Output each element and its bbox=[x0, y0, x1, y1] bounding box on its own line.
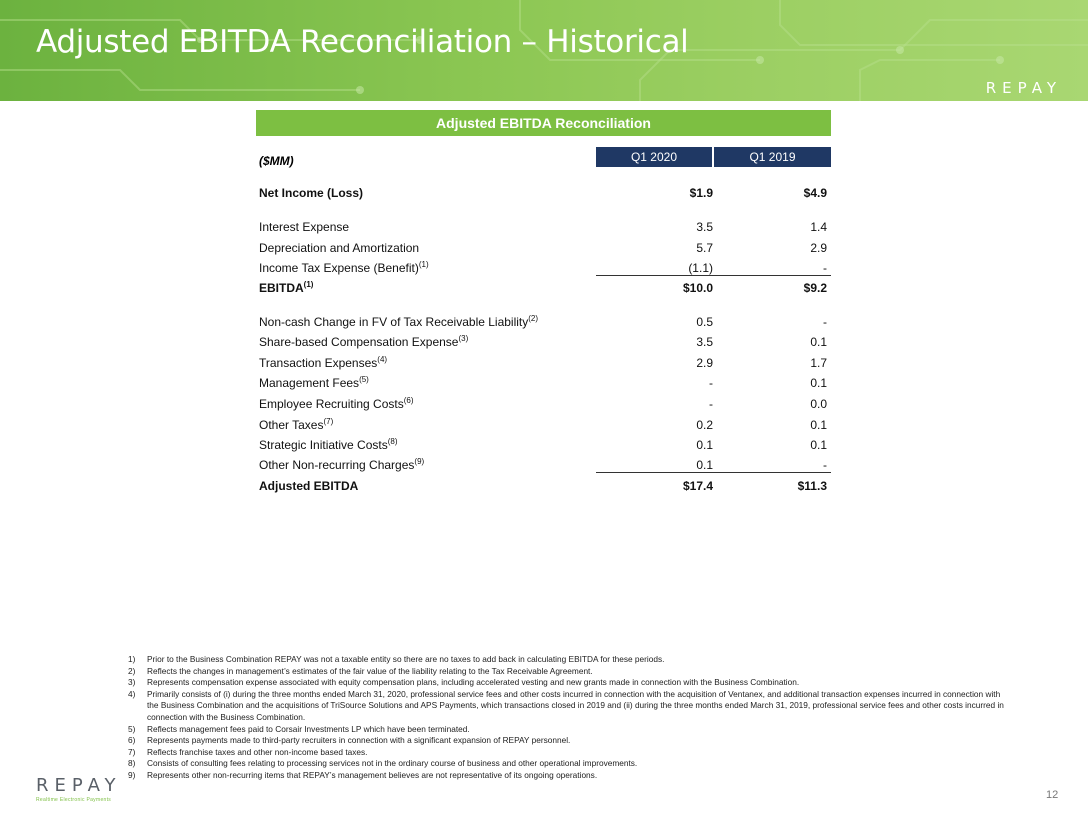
table-row: Depreciation and Amortization 5.7 2.9 bbox=[259, 241, 827, 255]
table-row: Income Tax Expense (Benefit)$^{(1)}$ (1.1) - bbox=[259, 260, 827, 275]
footer-logo-wordmark: REPAY bbox=[36, 775, 122, 796]
table-row: Transaction Expenses$^{(4)}$ 2.9 1.7 bbox=[259, 355, 827, 370]
table-row: Employee Recruiting Costs$^{(6)}$ - 0.0 bbox=[259, 396, 827, 411]
table-row: Share-based Compensation Expense$^{(3)}$ 3.5 0.1 bbox=[259, 334, 827, 349]
column-header-q1-2019: Q1 2019 bbox=[714, 147, 831, 167]
footer-logo bbox=[36, 775, 122, 803]
footer-logo-tagline: Realtime Electronic Payments bbox=[36, 797, 112, 803]
footnote: 5) Reflects management fees paid to Corsair Investments LP which have been terminated. bbox=[128, 723, 470, 734]
footnote: 7) Reflects franchise taxes and other non-income based taxes. bbox=[128, 746, 368, 757]
footnote: 3) Represents compensation expense associated with equity compensation plans, including accelerated vesting and new grants made in connection with the Business Combination. bbox=[128, 677, 800, 688]
footnote: 9) Represents other non-recurring items that REPAY’s management believes are not representative of its ongoing operations. bbox=[128, 769, 598, 780]
table-row: Management Fees$^{(5)}$ - 0.1 bbox=[259, 375, 827, 390]
subtotal-divider bbox=[596, 275, 831, 276]
footnotes bbox=[128, 654, 1008, 782]
units-label: ($MM) bbox=[259, 154, 294, 168]
header-banner bbox=[0, 0, 1088, 101]
table-row: Net Income (Loss) $1.9 $4.9 bbox=[259, 186, 827, 200]
column-header-q1-2020: Q1 2020 bbox=[596, 147, 712, 167]
total-divider bbox=[596, 472, 831, 473]
table-row: EBITDA$^{(1)}$ $10.0 $9.2 bbox=[259, 280, 827, 295]
page-number: 12 bbox=[1046, 789, 1059, 801]
table-row: Interest Expense 3.5 1.4 bbox=[259, 220, 827, 234]
table-row: Adjusted EBITDA $17.4 $11.3 bbox=[259, 479, 827, 493]
footnote: 8) Consists of consulting fees relating to processing services not in the ordinary course of business and other operational improvements. bbox=[128, 758, 638, 769]
table-row: Non-cash Change in FV of Tax Receivable Liability$^{(2)}$ 0.5 - bbox=[259, 314, 827, 329]
footnote: 2) Reflects the changes in management’s estimates of the fair value of the liability relating to the Tax Receivable Agreement. bbox=[128, 665, 593, 676]
footnote: 1) Prior to the Business Combination REPAY was not a taxable entity so there are no taxes to add back in calculating EBITDA for these periods. bbox=[128, 654, 665, 664]
page-title: Adjusted EBITDA Reconciliation – Historical bbox=[36, 24, 689, 60]
table-title-banner: Adjusted EBITDA Reconciliation bbox=[256, 110, 831, 136]
table-row: Other Taxes$^{(7)}$ 0.2 0.1 bbox=[259, 417, 827, 432]
footnote: 4) Primarily consists of (i) during the three months ended March 31, 2020, professional service fees and other costs incurred in connection with the acquisition of Ventanex, and additional transaction expenses incurred in connection with the Business Combination and the acquisitions of TriSource Solutions and APS Payments, which transactions closed in 2019 and (ii) during the three months ended March 31, 2019, professional service fees and other costs incurred in connection with the Business Combination. bbox=[128, 688, 1004, 722]
table-row: Other Non-recurring Charges$^{(9)}$ 0.1 - bbox=[259, 457, 827, 472]
table-row: Strategic Initiative Costs$^{(8)}$ 0.1 0.1 bbox=[259, 437, 827, 452]
footnote: 6) Represents payments made to third-party recruiters in connection with a significant expansion of REPAY personnel. bbox=[128, 735, 571, 746]
repay-logo: REPAY bbox=[985, 79, 1062, 97]
